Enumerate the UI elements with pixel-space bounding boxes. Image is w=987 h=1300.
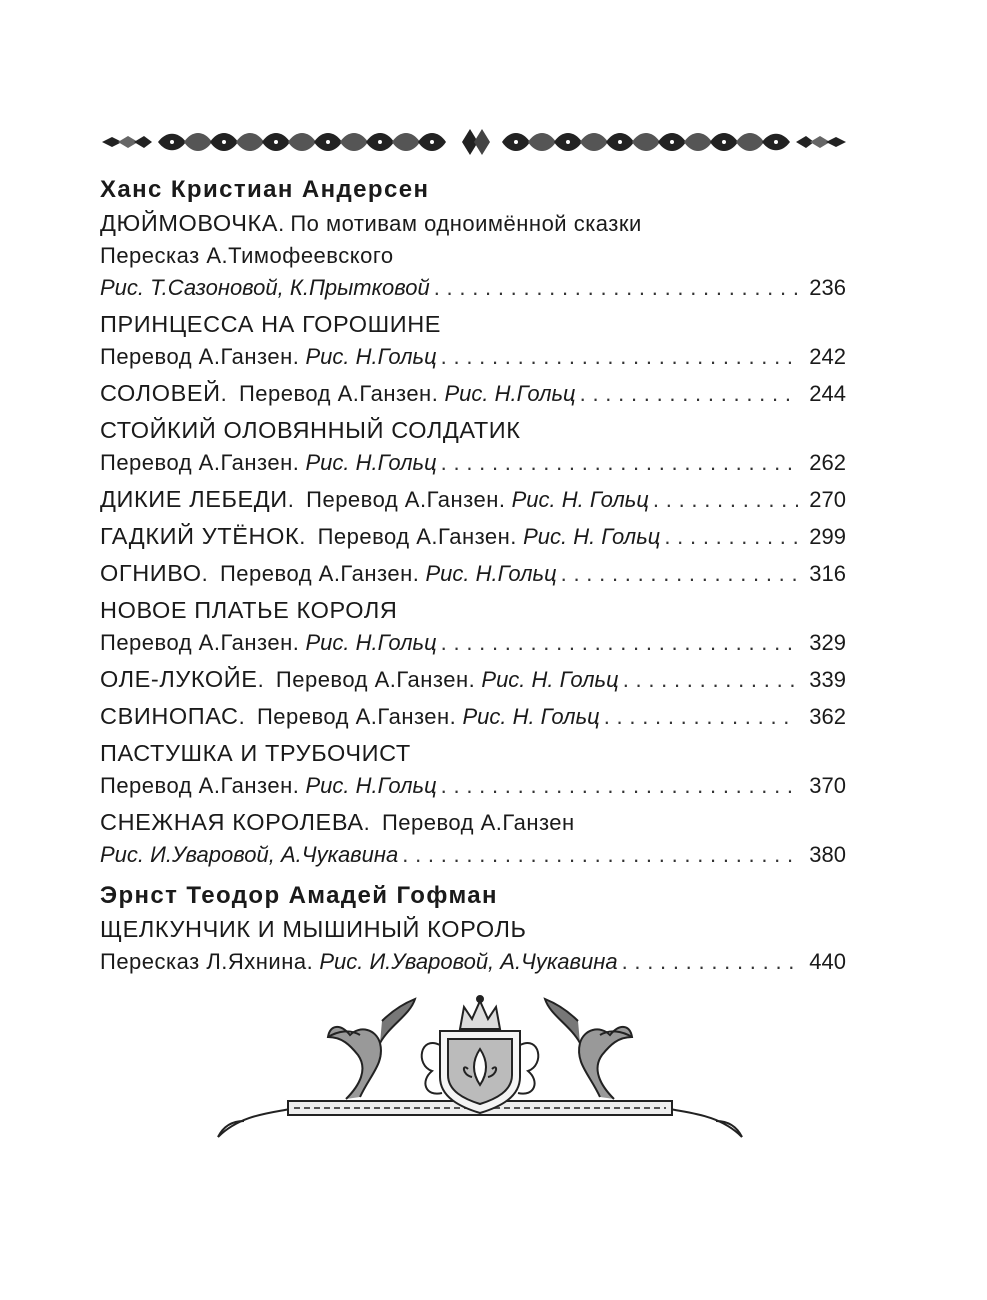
entry-translator: Перевод А.Ганзен. [238,381,439,406]
page-number: 262 [809,450,846,475]
entry-illustrator: Рис. Н. Гольц [481,667,619,692]
entry-translator: Перевод А.Ганзен. [306,487,506,512]
author-heading: Эрнст Теодор Амадей Гофман [100,882,498,909]
entry-translator: Перевод А.Ганзен. [219,561,420,586]
dot-leader [653,484,798,516]
entry-translator: Пересказ Л.Яхнина. [100,949,314,974]
entry-illustrator: Рис. Н.Гольц [444,381,576,406]
toc-entry-princess-pea[interactable] [100,308,846,373]
page-number: 242 [809,344,846,369]
entry-translator: Перевод А.Ганзен. [275,667,476,692]
toc-entry-ugly-duckling[interactable]: ГАДКИЙ УТЁНОК. Перевод А.Ганзен. Рис. Н. Гольц . . . 299 [100,520,846,553]
dot-leader [402,839,798,871]
author-heading: Ханс Кристиан Андерсен [100,176,430,203]
page-number: 329 [809,630,846,655]
page-number: 440 [809,949,846,974]
entry-title: ОГНИВО [100,560,202,586]
crown [460,1001,500,1029]
dot-leader [434,272,798,304]
entry-illustrator: Рис. Н. Гольц [523,524,661,549]
toc-entry-emperor-clothes[interactable] [100,594,846,659]
entry-illustrator: Рис. Н.Гольц [305,773,437,798]
entry-title: СНЕЖНАЯ КОРОЛЕВА [100,809,364,835]
dot-leader [580,378,798,410]
entry-illustrator: Рис. Н.Гольц [425,561,557,586]
toc-entry-wild-swans[interactable]: ДИКИЕ ЛЕБЕДИ. Перевод А.Ганзен. Рис. Н. Гольц . . . 270 [100,483,846,516]
entry-title: ПРИНЦЕССА НА ГОРОШИНЕ [100,311,442,337]
page-number: 380 [809,842,846,867]
entry-retelling: Пересказ А.Тимофеевского [100,243,394,268]
toc-entry-nightingale[interactable]: СОЛОВЕЙ. Перевод А.Ганзен. Рис. Н.Гольц . . . 244 [100,377,846,410]
dot-leader [441,627,798,659]
page-number: 339 [809,667,846,692]
heraldic-crest-vignette [210,985,750,1155]
dot-leader [441,341,798,373]
entry-title: ОЛЕ-ЛУКОЙЕ [100,666,258,692]
dot-leader [664,521,798,553]
entry-illustrator: Рис. И.Уваровой, А.Чукавина [100,842,399,867]
entry-title: НОВОЕ ПЛАТЬЕ КОРОЛЯ [100,597,398,623]
entry-illustrator: Рис. Н. Гольц [511,487,649,512]
entry-title: ПАСТУШКА И ТРУБОЧИСТ [100,740,411,766]
toc-entry-tinderbox[interactable]: ОГНИВО. Перевод А.Ганзен. Рис. Н.Гольц . . . 316 [100,557,846,590]
page-number: 316 [809,561,846,586]
entry-title: ДЮЙМОВОЧКА [100,210,279,236]
entry-translator: Перевод А.Ганзен. [100,773,300,798]
toc-entry-snow-queen[interactable]: СНЕЖНАЯ КОРОЛЕВА. Перевод А.Ганзен Рис. И.Уваровой, А.Чукавина . . . 380 [100,806,846,871]
dot-leader [623,664,798,696]
page-number: 244 [809,381,846,406]
page-number: 299 [809,524,846,549]
entry-note: По мотивам одноимённой сказки [290,211,642,236]
entry-translator: Перевод А.Ганзен [381,810,575,835]
entry-illustrator: Рис. Н.Гольц [305,344,437,369]
table-of-contents [100,173,846,982]
entry-illustrator: Рис. Т.Сазоновой, К.Прытковой [100,275,430,300]
entry-illustrator: Рис. Н.Гольц [305,450,437,475]
entry-title: ГАДКИЙ УТЁНОК [100,523,300,549]
dot-leader [561,558,798,590]
entry-title: ЩЕЛКУНЧИК И МЫШИНЫЙ КОРОЛЬ [100,916,527,942]
dot-leader [622,946,798,978]
entry-title: СОЛОВЕЙ [100,380,221,406]
page-number: 236 [809,275,846,300]
toc-entry-thumbelina[interactable]: ДЮЙМОВОЧКА. По мотивам одноимённой сказки Пересказ А.Тимофеевского Рис. Т.Сазоновой, К.Прытковой . . . 236 [100,207,846,304]
entry-title: СТОЙКИЙ ОЛОВЯННЫЙ СОЛДАТИК [100,417,521,443]
right-dragon [579,1027,632,1099]
top-ornament-border [100,125,848,159]
entry-title: СВИНОПАС [100,703,239,729]
entry-illustrator: Рис. Н. Гольц [462,704,600,729]
entry-title: ДИКИЕ ЛЕБЕДИ [100,486,288,512]
entry-translator: Перевод А.Ганзен. [317,524,517,549]
entry-translator: Перевод А.Ганзен. [100,630,300,655]
entry-illustrator: Рис. Н.Гольц [305,630,437,655]
toc-entry-shepherdess[interactable] [100,737,846,802]
page-number: 370 [809,773,846,798]
toc-entry-ole-lukoie[interactable]: ОЛЕ-ЛУКОЙЕ. Перевод А.Ганзен. Рис. Н. Гольц . . . 339 [100,663,846,696]
entry-translator: Перевод А.Ганзен. [100,450,300,475]
left-dragon [328,1027,381,1099]
toc-entry-tin-soldier[interactable] [100,414,846,479]
dot-leader [604,701,798,733]
entry-translator: Перевод А.Ганзен. [100,344,300,369]
page-number: 362 [809,704,846,729]
entry-translator: Перевод А.Ганзен. [256,704,457,729]
dot-leader [441,770,798,802]
page-number: 270 [809,487,846,512]
dot-leader [441,447,798,479]
toc-entry-swineherd[interactable]: СВИНОПАС. Перевод А.Ганзен. Рис. Н. Гольц . . . 362 [100,700,846,733]
toc-entry-nutcracker[interactable] [100,913,846,978]
entry-illustrator: Рис. И.Уваровой, А.Чукавина [319,949,618,974]
